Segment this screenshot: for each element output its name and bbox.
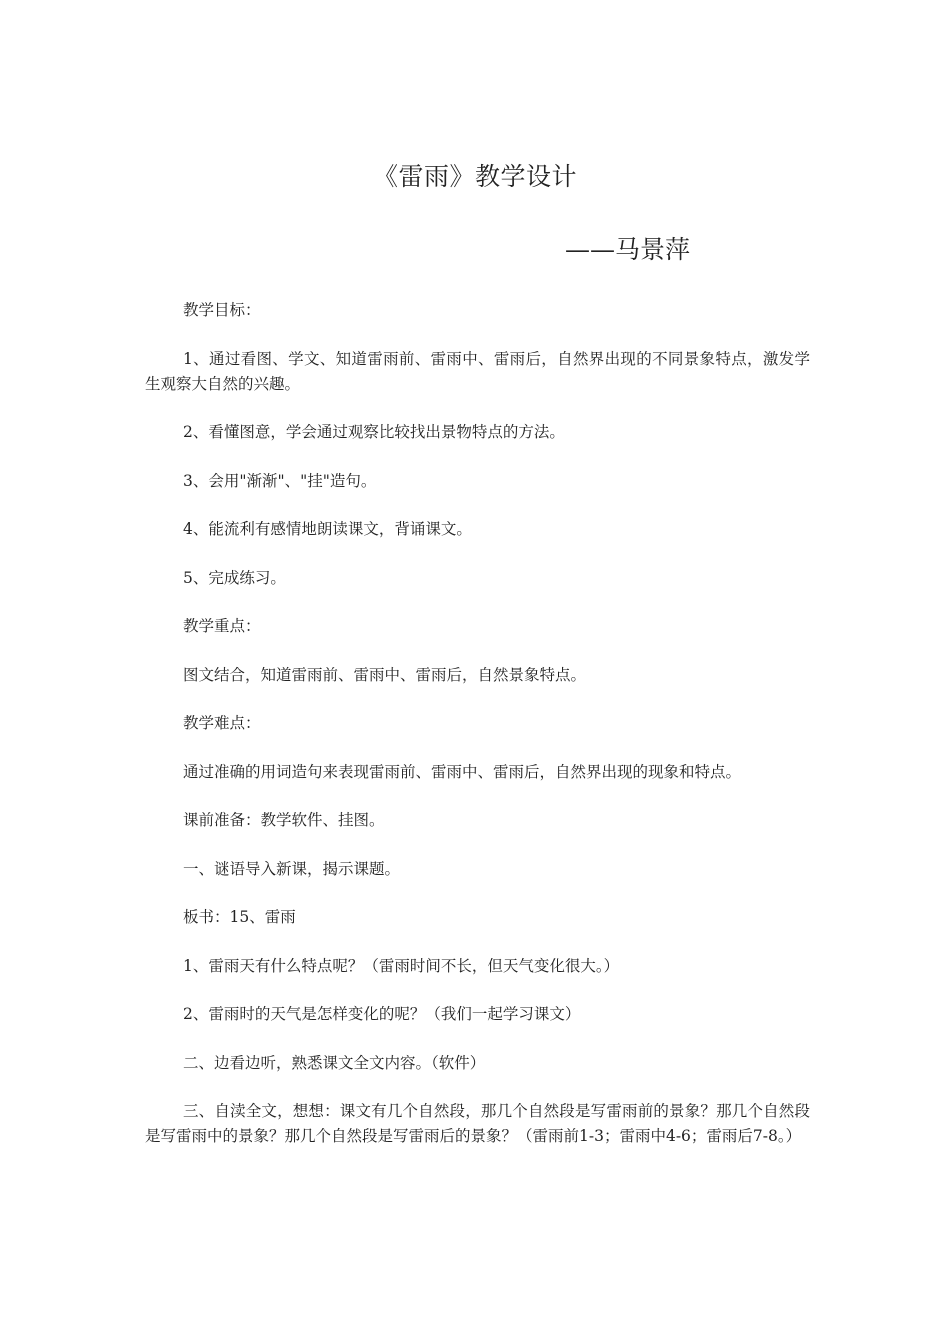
question-2: 2、雷雨时的天气是怎样变化的呢？（我们一起学习课文） bbox=[183, 1005, 581, 1023]
section-two-heading: 二、边看边听，熟悉课文全文内容。（软件） bbox=[183, 1053, 486, 1072]
objective-2: 2、看懂图意，学会通过观察比较找出景物特点的方法。 bbox=[183, 423, 565, 441]
key-points-text: 图文结合，知道雷雨前、雷雨中、雷雨后，自然景象特点。 bbox=[183, 665, 587, 684]
objective-5: 5、完成练习。 bbox=[183, 568, 286, 587]
question-1: 1、雷雨天有什么特点呢？（雷雨时间不长，但天气变化很大。） bbox=[183, 956, 620, 975]
document-author: ——马景萍 bbox=[565, 235, 691, 264]
objective-3: 3、会用"渐渐"、"挂"造句。 bbox=[183, 471, 377, 490]
preparation-text: 课前准备：教学软件、挂图。 bbox=[183, 811, 385, 829]
heading-key-points: 教学重点： bbox=[183, 617, 261, 635]
section-one-heading: 一、谜语导入新课，揭示课题。 bbox=[183, 859, 401, 878]
heading-difficulties: 教学难点： bbox=[183, 714, 261, 732]
document-body bbox=[145, 298, 810, 1173]
document-title: 《雷雨》教学设计 bbox=[372, 162, 577, 191]
heading-objectives: 教学目标： bbox=[183, 301, 261, 319]
objective-4: 4、能流利有感情地朗读课文，背诵课文。 bbox=[183, 520, 472, 538]
difficulties-text: 通过准确的用词造句来表现雷雨前、雷雨中、雷雨后，自然界出现的现象和特点。 bbox=[183, 762, 742, 781]
objective-1: 1、通过看图、学文、知道雷雨前、雷雨中、雷雨后，自然界出现的不同景象特点，激发学生观察大自然的兴趣。 bbox=[145, 349, 810, 393]
section-three-text: 三、自渎全文，想想：课文有几个自然段，那几个自然段是写雷雨前的景象？那几个自然段是写雷雨中的景象？那几个自然段是写雷雨后的景象？（雷雨前1-3；雷雨中4-6；雷雨后7-8。） bbox=[145, 1102, 810, 1145]
board-writing: 板书：15、雷雨 bbox=[183, 908, 296, 926]
